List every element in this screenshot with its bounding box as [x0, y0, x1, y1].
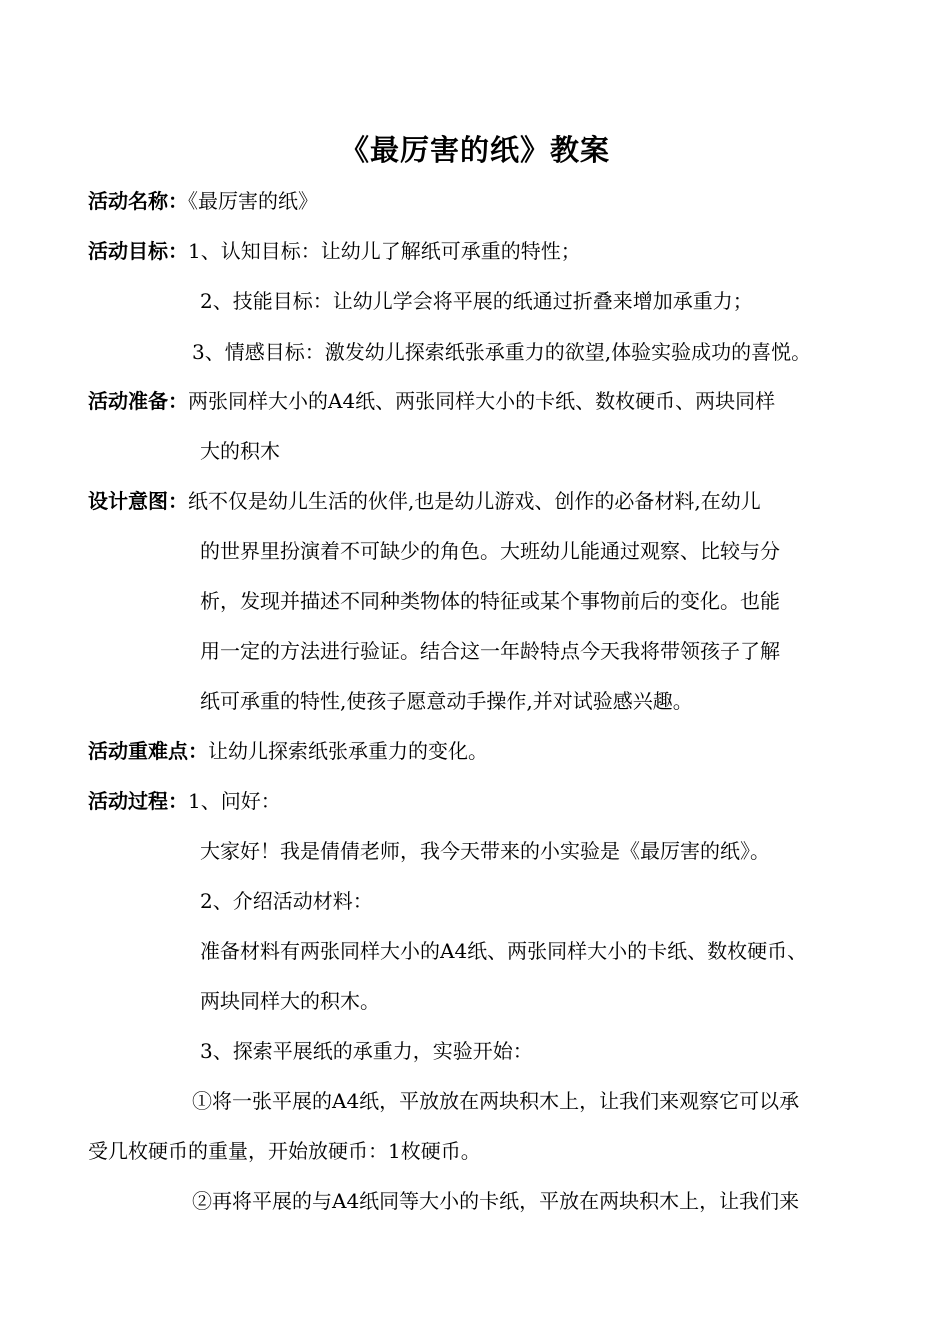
- process-line: 大家好！我是倩倩老师，我今天带来的小实验是《最厉害的纸》。: [200, 839, 770, 863]
- process-line: ①将一张平展的A4纸，平放放在两块积木上，让我们来观察它可以承: [192, 1089, 800, 1113]
- design-line: 用一定的方法进行验证。结合这一年龄特点今天我将带领孩子了解: [200, 639, 780, 663]
- process-line: 1、问好：: [188, 789, 281, 813]
- focus-text: 让幼儿探索纸张承重力的变化。: [208, 739, 488, 763]
- process-label: 活动过程：: [88, 789, 188, 813]
- process-line: ②再将平展的与A4纸同等大小的卡纸，平放在两块积木上，让我们来: [192, 1189, 800, 1213]
- design-line: 纸不仅是幼儿生活的伙伴,也是幼儿游戏、创作的必备材料,在幼儿: [188, 489, 761, 513]
- prep-line: 大的积木: [200, 439, 280, 463]
- process-line: 准备材料有两张同样大小的A4纸、两张同样大小的卡纸、数枚硬币、: [200, 939, 808, 963]
- activity-goals-label: 活动目标：: [88, 239, 188, 263]
- process-line: 受几枚硬币的重量，开始放硬币：1枚硬币。: [88, 1139, 481, 1163]
- activity-prep-row: [88, 386, 775, 416]
- focus-label: 活动重难点：: [88, 739, 208, 763]
- design-line: 析，发现并描述不同种类物体的特征或某个事物前后的变化。也能: [200, 589, 780, 613]
- goal-item: 2、技能目标：让幼儿学会将平展的纸通过折叠来增加承重力；: [200, 289, 753, 313]
- goal-item: 1、认知目标：让幼儿了解纸可承重的特性；: [188, 239, 581, 263]
- process-row: [88, 786, 281, 816]
- process-line: 3、探索平展纸的承重力，实验开始：: [200, 1039, 533, 1063]
- activity-prep-label: 活动准备：: [88, 389, 188, 413]
- activity-name-row: [88, 186, 318, 216]
- goal-item: 3、情感目标：激发幼儿探索纸张承重力的欲望,体验实验成功的喜悦。: [192, 340, 812, 364]
- focus-row: [88, 736, 488, 766]
- prep-line: 两张同样大小的A4纸、两张同样大小的卡纸、数枚硬币、两块同样: [188, 389, 776, 413]
- document-title: 《最厉害的纸》教案: [339, 133, 610, 167]
- design-intent-label: 设计意图：: [88, 489, 188, 513]
- design-line: 纸可承重的特性,使孩子愿意动手操作,并对试验感兴趣。: [200, 689, 693, 713]
- design-line: 的世界里扮演着不可缺少的角色。大班幼儿能通过观察、比较与分: [200, 539, 780, 563]
- process-line: 2、介绍活动材料：: [200, 889, 373, 913]
- process-line: 两块同样大的积木。: [200, 989, 380, 1013]
- activity-name-text: 《最厉害的纸》: [188, 189, 318, 213]
- design-intent-row: [88, 486, 761, 516]
- activity-name-label: 活动名称：: [88, 189, 188, 213]
- activity-goals-row: [88, 236, 581, 266]
